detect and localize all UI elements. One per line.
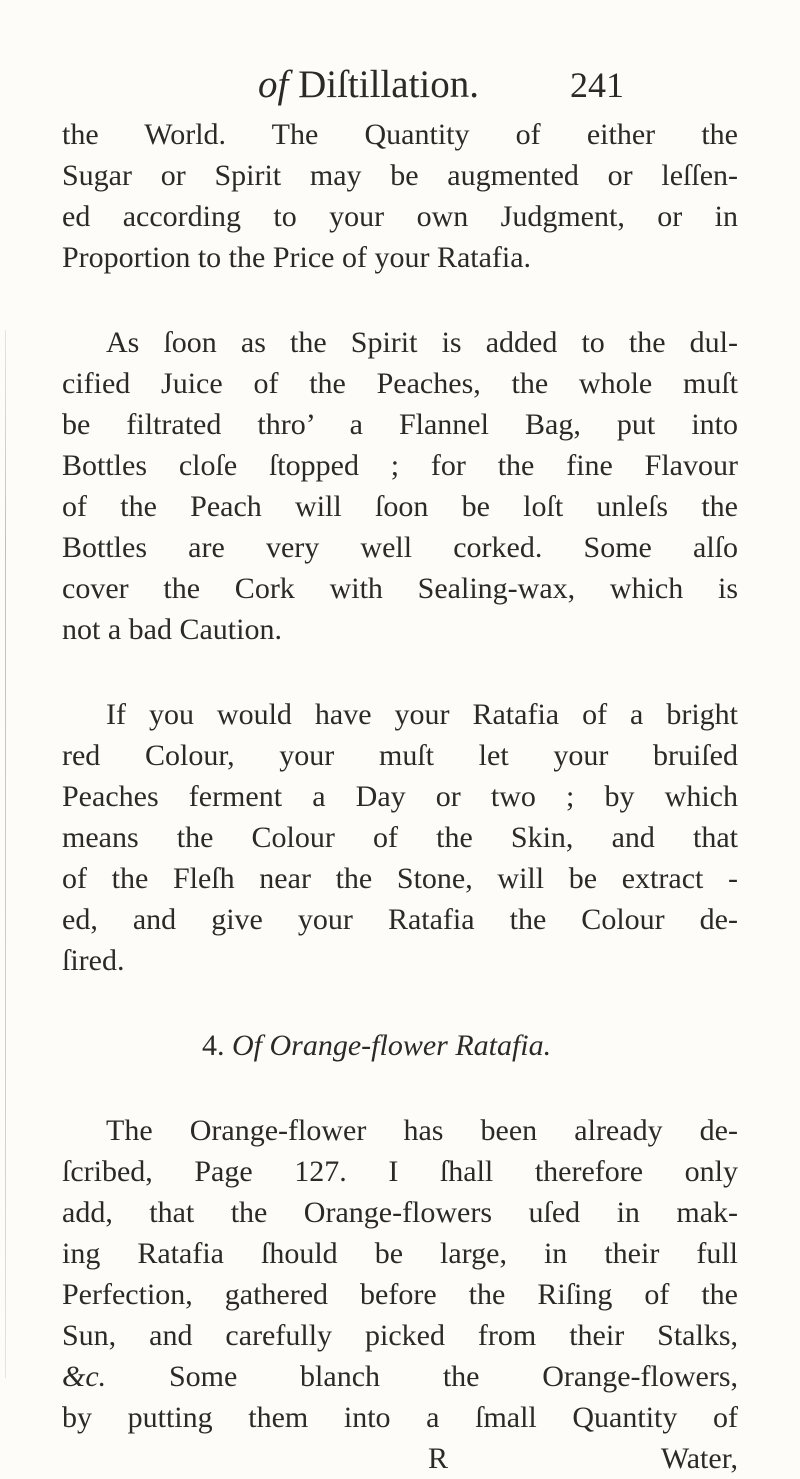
text-fragment: Some blanch the Orange-flowers, [106, 1360, 738, 1393]
text-line: of the Fleſh near the Stone, will be extract - [62, 862, 738, 895]
text-line: ed, and give your Ratafia the Colour de- [62, 903, 738, 936]
text-line: not a bad Caution. [62, 613, 282, 646]
text-line: means the Colour of the Skin, and that [62, 821, 738, 854]
text-line: ſcribed, Page 127. I ſhall therefore only [62, 1155, 738, 1188]
etc-abbreviation: &c. [62, 1360, 107, 1393]
text-line: If you would have your Ratafia of a bright [106, 698, 738, 731]
text-line: ſired. [62, 944, 125, 977]
page-number: 241 [570, 65, 624, 105]
paragraph [62, 694, 738, 981]
section-title: Of Orange-flower Ratafia. [232, 1029, 552, 1062]
running-title-of: of [258, 63, 289, 106]
section-number: 4. [202, 1029, 225, 1062]
running-title [258, 60, 479, 110]
text-line: red Colour, your muſt let your bruiſed [62, 739, 738, 772]
paragraph [62, 1110, 738, 1438]
body-text [62, 114, 738, 1479]
paragraph [62, 114, 738, 278]
text-line: the World. The Quantity of either the [62, 118, 738, 151]
text-line: ing Ratafia ſhould be large, in their full [62, 1237, 738, 1270]
text-line: add, that the Orange-flowers uſed in mak- [62, 1196, 738, 1229]
text-line: Proportion to the Price of your Ratafia. [62, 241, 532, 274]
text-line: cified Juice of the Peaches, the whole muſt [62, 367, 738, 400]
text-line: The Orange-flower has been already de- [106, 1114, 738, 1147]
text-line: of the Peach will ſoon be loſt unleſs the [62, 490, 738, 523]
text-line: ed according to your own Judgment, or in [62, 200, 738, 233]
catchword: Water, [660, 1442, 738, 1475]
text-line: Bottles are very well corked. Some alſo [62, 531, 738, 564]
text-line: cover the Cork with Sealing-wax, which is [62, 572, 738, 605]
text-line: by putting them into a ſmall Quantity of [62, 1401, 738, 1434]
text-line: Sun, and carefully picked from their Stalks, [62, 1319, 738, 1352]
page-edge-shadow [5, 330, 6, 1378]
text-line: Bottles cloſe ſtopped ; for the fine Flavour [62, 449, 738, 482]
text-line: Perfection, gathered before the Riſing of the [62, 1278, 738, 1311]
paragraph [62, 322, 738, 650]
running-title-text: Diſtillation. [298, 63, 480, 106]
section-heading [62, 1025, 738, 1066]
text-line: Sugar or Spirit may be augmented or leſſen- [62, 159, 738, 192]
text-line: As ſoon as the Spirit is added to the dul- [106, 326, 738, 359]
page-footer [62, 1438, 738, 1479]
text-line: be filtrated thro’ a Flannel Bag, put into [62, 408, 738, 441]
running-header [0, 60, 800, 110]
text-line [62, 1356, 738, 1397]
text-line: Peaches ferment a Day or two ; by which [62, 780, 738, 813]
signature-mark: R [428, 1442, 449, 1475]
